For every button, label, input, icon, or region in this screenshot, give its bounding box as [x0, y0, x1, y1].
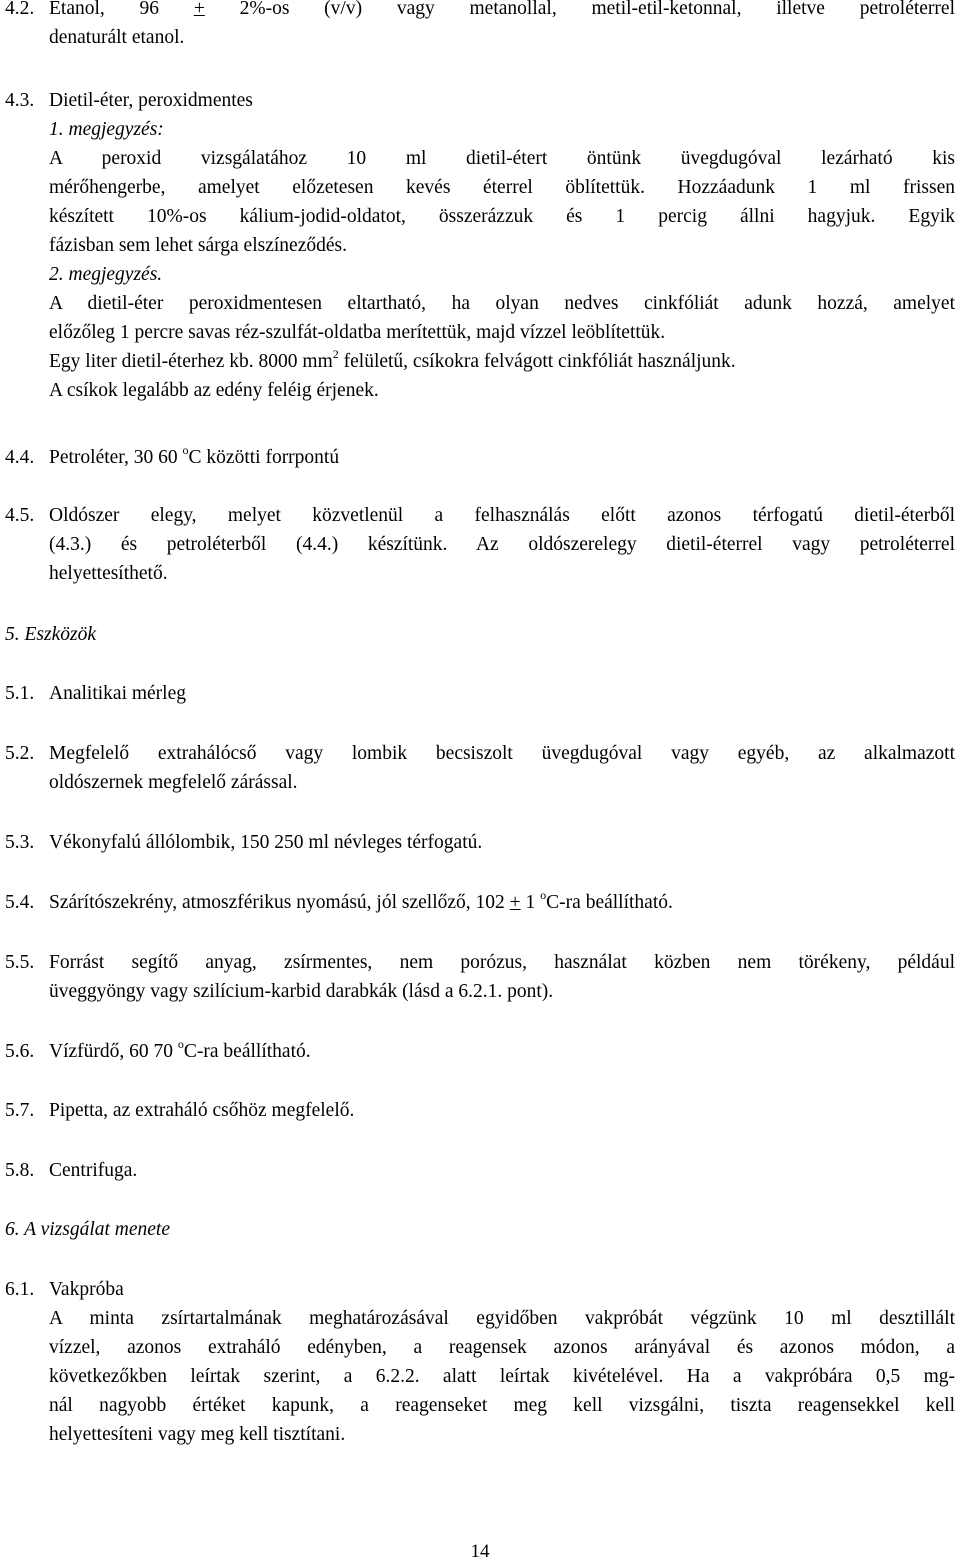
section-number: 4.5. — [5, 505, 35, 526]
section-number: 4.2. — [5, 0, 35, 19]
note-text: felületű, csíkokra felvágott cinkfóliát használjunk. — [338, 351, 736, 372]
section-5-6 — [5, 1037, 955, 1066]
section-title: Vakpróba — [49, 1279, 124, 1300]
section-text: Megfelelő extrahálócső vagy lombik becsiszolt üvegdugóval vagy egyéb, az alkalmazott — [49, 743, 955, 764]
section-title: Dietil-éter, peroxidmentes — [49, 90, 253, 111]
section-text-line: (4.3.) és petroléterből (4.4.) készítünk. Az oldószerelegy dietil-éterrel vagy petroléterrel — [49, 534, 955, 555]
note-line: A dietil-éter peroxidmentesen eltartható, ha olyan nedves cinkfóliát adunk hozzá, amelyet — [49, 293, 955, 314]
note-label: 2. megjegyzés. — [49, 264, 163, 285]
section-5-5 — [5, 948, 955, 1006]
section-number: 5.1. — [5, 683, 35, 704]
section-text-line: A minta zsírtartalmának meghatározásával egyidőben vakpróbát végzünk 10 ml desztillált — [49, 1308, 955, 1329]
note-line: készített 10%-os kálium-jodid-oldatot, összerázzuk és 1 percig állni hagyjuk. Egyik — [49, 206, 955, 227]
section-text: Petroléter, 30 60 — [49, 447, 183, 468]
section-text: Szárítószekrény, atmoszférikus nyomású, jól szellőző, 102 — [49, 892, 510, 913]
section-5-3 — [5, 828, 955, 857]
chapter-6 — [5, 1215, 955, 1244]
section-text: C-ra beállítható. — [546, 892, 673, 913]
degree-sign: o — [177, 1037, 184, 1051]
section-number: 6.1. — [5, 1279, 35, 1300]
section-text: C közötti forrpontú — [188, 447, 340, 468]
note-1 — [5, 115, 955, 260]
page-number: 14 — [470, 1541, 490, 1562]
note-2 — [5, 260, 955, 405]
note-line: A peroxid vizsgálatához 10 ml dietil-étert öntünk üvegdugóval lezárható kis — [49, 148, 955, 169]
section-text: Vékonyfalú állólombik, 150 250 ml névleges térfogatú. — [49, 832, 483, 853]
section-text: 1 — [520, 892, 541, 913]
section-5-7 — [5, 1096, 955, 1125]
section-5-4 — [5, 888, 955, 917]
section-4-5 — [5, 501, 955, 588]
section-6-1 — [5, 1275, 955, 1449]
section-text-line: következőkben leírtak szerint, a 6.2.2. alatt leírtak kivételével. Ha a vakpróbára 0,5 mg- — [49, 1366, 955, 1387]
section-number: 4.3. — [5, 90, 35, 111]
chapter-5 — [5, 620, 955, 649]
section-text-line: üveggyöngy vagy szilícium-karbid darabkák (lásd a 6.2.1. pont). — [49, 981, 554, 1002]
section-text-line: denaturált etanol. — [49, 27, 185, 48]
note-line: fázisban sem lehet sárga elszíneződés. — [49, 235, 347, 256]
section-4-3 — [5, 86, 955, 405]
section-text: Vízfürdő, 60 70 — [49, 1041, 178, 1062]
section-text: 2%-os (v/v) vagy metanollal, metil-etil-ketonnal, illetve petroléterrel — [204, 0, 955, 19]
section-text: Analitikai mérleg — [49, 683, 186, 704]
section-text: Forrást segítő anyag, zsírmentes, nem porózus, használat közben nem törékeny, például — [49, 952, 955, 973]
section-number: 5.2. — [5, 743, 35, 764]
chapter-heading: 6. A vizsgálat menete — [5, 1219, 171, 1240]
section-text: Etanol, 96 — [49, 0, 194, 19]
note-line: előzőleg 1 percre savas réz-szulfát-oldatba merítettük, majd vízzel leöblítettük. — [49, 322, 666, 343]
section-4-2 — [5, 0, 955, 52]
section-number: 4.4. — [5, 447, 35, 468]
section-text-line: nál nagyobb értéket kapunk, a reagenseket meg kell vizsgálni, tiszta reagensekkel kell — [49, 1395, 955, 1416]
note-line: A csíkok legalább az edény feléig érjenek. — [49, 380, 379, 401]
section-5-2 — [5, 739, 955, 797]
section-number: 5.6. — [5, 1041, 35, 1062]
plus-minus-sign: + — [193, 0, 205, 19]
superscript: 2 — [332, 347, 339, 361]
note-line: mérőhengerbe, amelyet előzetesen kevés éterrel öblítettük. Hozzáadunk 1 ml frissen — [49, 177, 955, 198]
degree-sign: o — [182, 443, 189, 457]
section-number: 5.3. — [5, 832, 35, 853]
section-number: 5.5. — [5, 952, 35, 973]
section-text-line: oldószernek megfelelő zárással. — [49, 772, 298, 793]
note-label: 1. megjegyzés: — [49, 119, 164, 140]
plus-minus-sign: + — [509, 892, 521, 913]
section-number: 5.7. — [5, 1100, 35, 1121]
degree-sign: o — [540, 888, 547, 902]
section-text: Pipetta, az extraháló csőhöz megfelelő. — [49, 1100, 355, 1121]
section-5-8 — [5, 1156, 955, 1185]
section-text-line: vízzel, azonos extraháló edényben, a reagensek azonos arányával és azonos módon, a — [49, 1337, 955, 1358]
section-text-line: helyettesíthető. — [49, 563, 168, 584]
chapter-heading: 5. Eszközök — [5, 624, 96, 645]
note-text: Egy liter dietil-éterhez kb. 8000 mm — [49, 351, 333, 372]
section-4-4 — [5, 443, 955, 472]
section-text-line: helyettesíteni vagy meg kell tisztítani. — [49, 1424, 346, 1445]
section-text: C-ra beállítható. — [183, 1041, 311, 1062]
section-text: Oldószer elegy, melyet közvetlenül a felhasználás előtt azonos térfogatú dietil-éterből — [49, 505, 955, 526]
section-5-1 — [5, 679, 955, 708]
section-text: Centrifuga. — [49, 1160, 138, 1181]
section-number: 5.8. — [5, 1160, 35, 1181]
section-number: 5.4. — [5, 892, 35, 913]
